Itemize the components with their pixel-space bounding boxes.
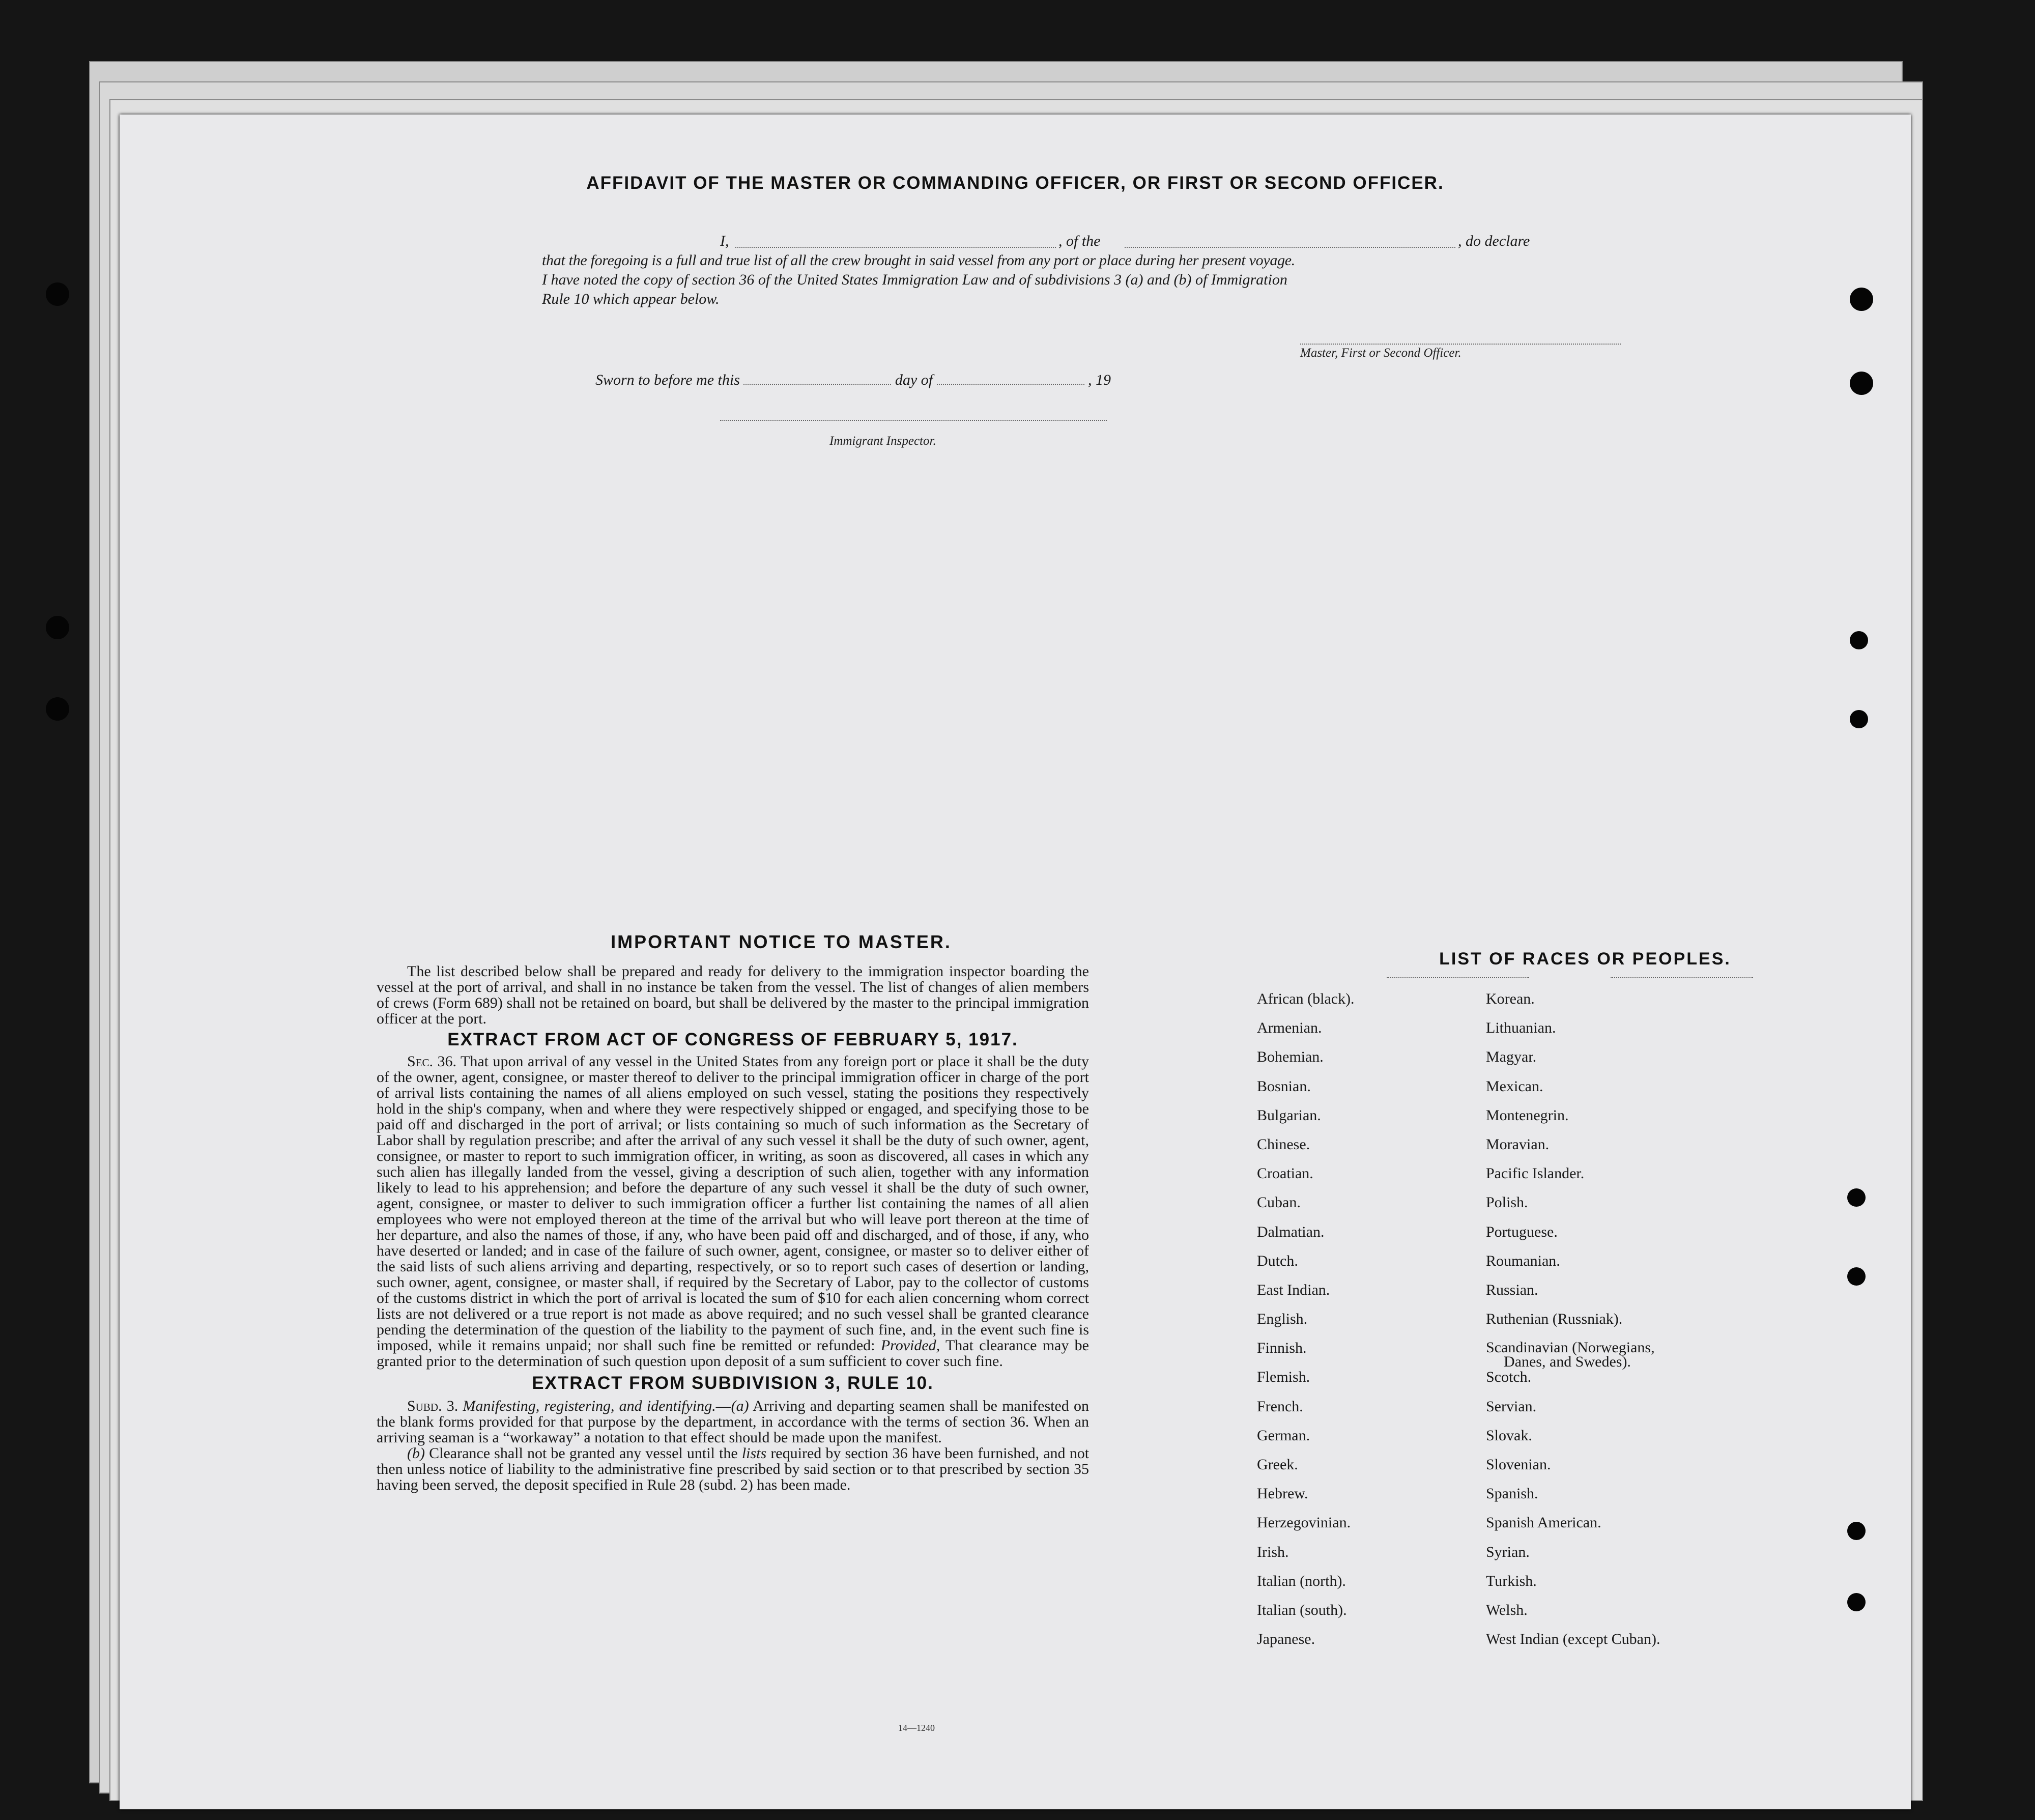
inspector-signature-field[interactable]: [720, 420, 1107, 421]
notice-text: The list described below shall be prepared and ready for delivery to the immigration inspector boarding the vessel at the port of arrival, and shall in no instance be taken from the vessel. The list of changes of alien members of crews (Form 689) shall not be retained on board, but shall be delivered by the master to the principal immigration officer at the port.: [377, 963, 1089, 1027]
races-right-column: [1486, 991, 1660, 1661]
sworn-line: [595, 372, 1111, 389]
extract-act-body: That upon arrival of any vessel in the United States from any foreign port or place it shall be the duty of the owner, agent, consignee, or master thereof to deliver to the principal immigration officer in charge of the port of arrival lists containing the names of all aliens employed on such vessel, stating the positions they respectively hold in the ship's company, when and where they were respectively shipped or engaged, and specifying those to be paid off and discharged in the port of arrival; or lists containing so much of such information as the Secretary of Labor shall by regulation prescribe; and after the arrival of any such vessel it shall be the duty of such owner, agent, consignee, or master to report to such immigration officer, in writing, as soon as discovered, all cases in which any such alien has illegally landed from the vessel, giving a description of such alien, together with any information likely to lead to his apprehension; and before the departure of any such vessel it shall be the duty of such owner, agent, consignee, or master to deliver to such immigration officer a further list containing the names of all alien employees who were not employed thereon at the time of the arrival but who will leave port thereon at the time of her departure, and also the names of those, if any, who have been paid off and discharged, and of those, if any, who have deserted or landed; and in case of the failure of such owner, agent, consignee, or master so to deliver either of the said lists of such aliens arriving and departing, respectively, or so to report such cases of desertion or landing, such owner, agent, consignee, or master shall, if required by the Secretary of Labor, pay to the collector of customs of the customs district in which the port of arrival is located the sum of $10 for each alien concerning whom correct lists are not delivered or a true report is not made as above required; and no such vessel shall be granted clearance pending the determination of the question of the liability to the payment of such fine, and, in the event such fine is imposed, while it remains unpaid; nor shall such fine be remitted or refunded:: [377, 1053, 1089, 1354]
affidavit-line: I have noted the copy of section 36 of the United States Immigration Law and of subdivisions 3 (a) and (b) of Immigration: [542, 271, 1287, 288]
race-item: Italian (south).: [1257, 1601, 1347, 1618]
race-item: Irish.: [1257, 1543, 1289, 1560]
race-item: Lithuanian.: [1486, 1019, 1556, 1037]
affidavit-line: Rule 10 which appear below.: [542, 291, 720, 307]
of-the-label: , of the: [1058, 233, 1101, 249]
clause-a-label: (a): [731, 1398, 749, 1414]
race-item: Flemish.: [1257, 1369, 1310, 1386]
race-item: Spanish American.: [1486, 1514, 1601, 1531]
subdivision-heading: Manifesting, registering, and identifying.: [463, 1398, 716, 1414]
race-item: Cuban.: [1257, 1194, 1301, 1211]
sworn-month-field[interactable]: [937, 384, 1084, 385]
races-left-column: [1257, 991, 1355, 1661]
section-label: Sec. 36.: [407, 1053, 457, 1070]
sworn-day-field[interactable]: [743, 384, 891, 385]
race-item: Chinese.: [1257, 1135, 1310, 1153]
binder-hole: [46, 697, 69, 721]
form-sheet: [120, 115, 1911, 1809]
race-item: East Indian.: [1257, 1281, 1330, 1298]
binder-hole: [1850, 372, 1873, 395]
race-item: Syrian.: [1486, 1543, 1530, 1560]
race-item: Scotch.: [1486, 1369, 1532, 1386]
clause-b-text-2: required by section 36 have been furnished, and not then unless notice of liability to the administrative fine prescribed by said section or to that prescribed by section 35 having been served, the deposit specified in Rule 28 (subd. 2) has been made.: [377, 1445, 1090, 1493]
extract-rule-b: [377, 1445, 1089, 1493]
race-item: Slovenian.: [1486, 1456, 1551, 1473]
extract-act-text: [377, 1054, 1089, 1369]
extract-act-title: EXTRACT FROM ACT OF CONGRESS OF FEBRUARY 5, 1917.: [447, 1030, 1018, 1049]
i-label: I,: [720, 233, 729, 249]
year-label: , 19: [1088, 372, 1111, 388]
race-item: Korean.: [1486, 990, 1535, 1007]
clause-b-text-1: Clearance shall not be granted any vessel until the: [429, 1445, 738, 1462]
vessel-field[interactable]: [1125, 247, 1455, 248]
race-item: Welsh.: [1486, 1601, 1528, 1618]
extract-act-body-end: That clearance may be granted prior to the determination of such question upon deposit of a sum sufficient to cover such fine.: [377, 1337, 1089, 1370]
race-item: Magyar.: [1486, 1048, 1537, 1066]
race-item-line: Danes, and Swedes).: [1504, 1353, 1631, 1371]
clause-b-label: (b): [407, 1445, 425, 1462]
signature-field[interactable]: [1300, 344, 1621, 345]
clause-a-text: Arriving and departing seamen shall be manifested on the blank forms provided for that purpose by the department, in accordance with the terms of section 36. When an arriving seaman is a “workaway” a notation to that effect should be made upon the manifest.: [377, 1398, 1089, 1446]
race-item: Portuguese.: [1486, 1223, 1558, 1240]
race-item: Dutch.: [1257, 1252, 1298, 1269]
race-item: Italian (north).: [1257, 1572, 1346, 1589]
binder-hole: [1847, 1593, 1866, 1611]
extract-rule-a: Subd. 3. Manifesting, registering, and identifying.—(a) Arriving and departing seamen shall be manifested on the blank forms provided for that purpose by the department, in accordance with the terms of section 36. When an arriving seaman is a “workaway” a notation to that effect should be made upon the manifest.: [377, 1398, 1089, 1446]
races-rule: [1387, 977, 1529, 978]
inspector-caption: Immigrant Inspector.: [829, 434, 936, 448]
extract-rule-title: EXTRACT FROM SUBDIVISION 3, RULE 10.: [532, 1373, 934, 1393]
binder-hole: [46, 282, 69, 306]
race-item: Roumanian.: [1486, 1252, 1560, 1269]
provided-label: Provided,: [880, 1337, 940, 1354]
binder-hole: [1847, 1267, 1866, 1286]
binder-hole: [1850, 288, 1873, 311]
race-item: English.: [1257, 1311, 1308, 1328]
sworn-label: Sworn to before me this: [595, 372, 740, 388]
signature-caption: Master, First or Second Officer.: [1300, 346, 1461, 360]
binder-hole: [1850, 631, 1868, 649]
do-declare-label: , do declare: [1458, 233, 1530, 249]
race-item: Japanese.: [1257, 1631, 1315, 1648]
race-item: Turkish.: [1486, 1572, 1537, 1589]
affidavit-line: that the foregoing is a full and true list of all the crew brought in said vessel from any port or place during her present voyage.: [542, 252, 1295, 269]
clause-b-lists: lists: [741, 1445, 767, 1462]
race-item: [1486, 1341, 1660, 1370]
race-item: Slovak.: [1486, 1427, 1532, 1444]
race-item: Armenian.: [1257, 1019, 1322, 1037]
race-item: Croatian.: [1257, 1165, 1313, 1182]
affidavit-title: AFFIDAVIT OF THE MASTER OR COMMANDING OFFICER, OR FIRST OR SECOND OFFICER.: [586, 173, 1444, 193]
races-rule: [1611, 977, 1753, 978]
binder-hole: [1850, 710, 1868, 728]
affidavit-declaration-line: [542, 232, 1651, 251]
binder-hole: [46, 616, 69, 639]
race-item: Ruthenian (Russniak).: [1486, 1311, 1623, 1328]
race-item: Bosnian.: [1257, 1077, 1311, 1095]
race-item: Moravian.: [1486, 1135, 1550, 1153]
notice-body: [377, 963, 1089, 1493]
binder-hole: [1847, 1188, 1866, 1207]
race-item: West Indian (except Cuban).: [1486, 1631, 1660, 1648]
race-item: Polish.: [1486, 1194, 1528, 1211]
subdivision-label: Subd. 3.: [407, 1398, 458, 1414]
race-item: Mexican.: [1486, 1077, 1543, 1095]
affidavit-text: [542, 232, 1651, 309]
form-code: 14—1240: [898, 1723, 935, 1733]
race-item: German.: [1257, 1427, 1310, 1444]
race-item: Dalmatian.: [1257, 1223, 1325, 1240]
race-item: Herzegovinian.: [1257, 1514, 1351, 1531]
race-item: Hebrew.: [1257, 1485, 1308, 1502]
race-item: Greek.: [1257, 1456, 1298, 1473]
race-item: Spanish.: [1486, 1485, 1538, 1502]
race-item: Russian.: [1486, 1281, 1538, 1298]
race-item: Montenegrin.: [1486, 1106, 1569, 1124]
name-field[interactable]: [735, 247, 1056, 248]
race-item: Pacific Islander.: [1486, 1165, 1585, 1182]
race-item-line: Scandinavian (Norwegians,: [1486, 1339, 1655, 1356]
race-item: French.: [1257, 1398, 1303, 1415]
notice-title: IMPORTANT NOTICE TO MASTER.: [611, 931, 952, 952]
race-item: African (black).: [1257, 990, 1355, 1007]
binder-hole: [1847, 1522, 1866, 1540]
race-item: Bohemian.: [1257, 1048, 1324, 1066]
race-item: Bulgarian.: [1257, 1106, 1321, 1124]
race-item: Finnish.: [1257, 1340, 1307, 1357]
day-of-label: day of: [895, 372, 933, 388]
races-title: LIST OF RACES OR PEOPLES.: [1439, 949, 1731, 969]
race-item: Servian.: [1486, 1398, 1537, 1415]
